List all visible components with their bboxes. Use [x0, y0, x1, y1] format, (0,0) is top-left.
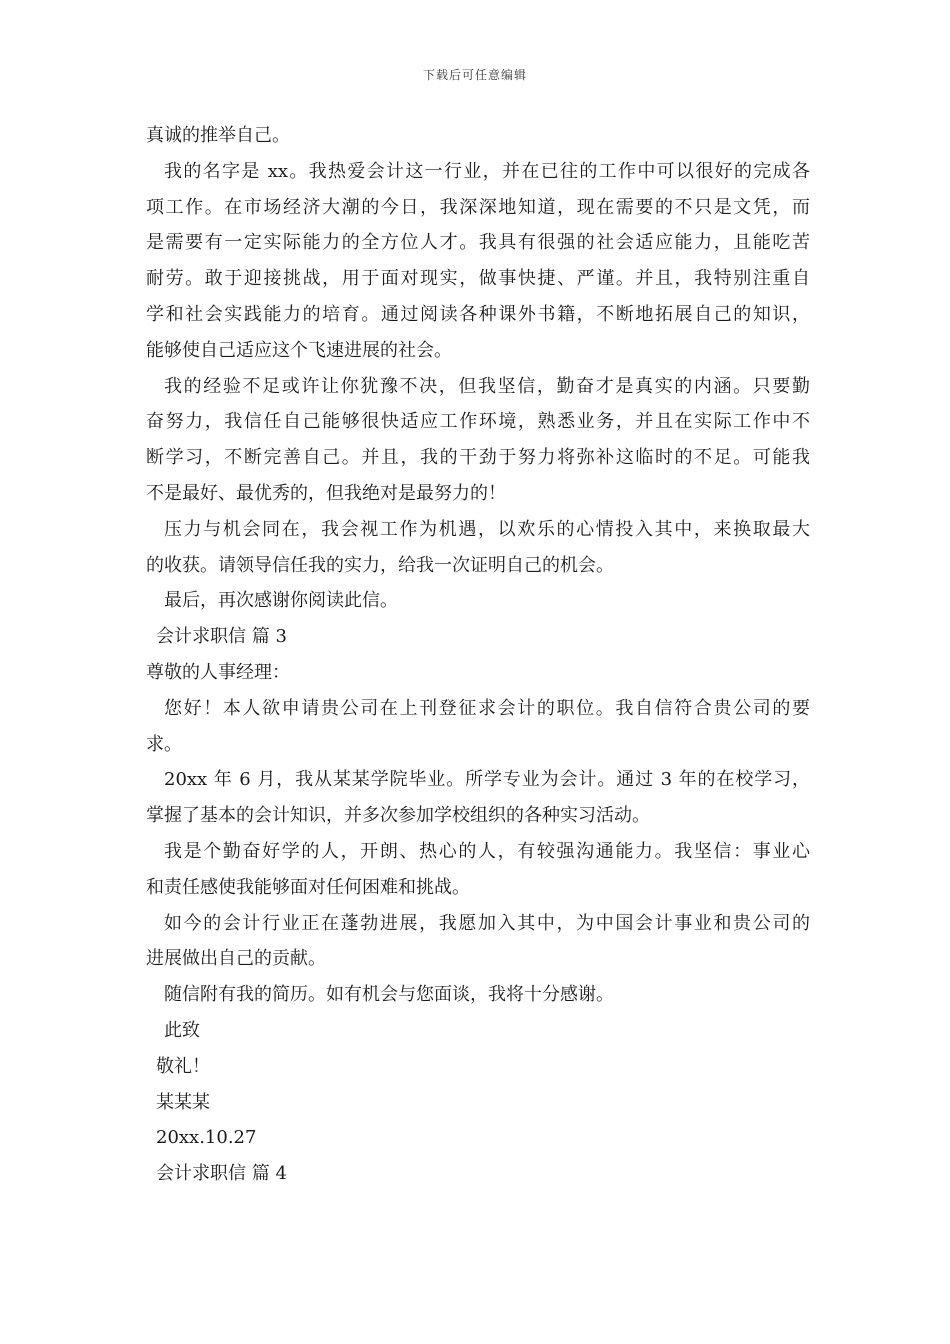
text-line: 是需要有一定实际能力的全方位人才。我具有很强的社会适应能力，且能吃苦: [146, 232, 810, 254]
text-line: 进展做出自己的贡献。: [146, 948, 326, 970]
text-line: 敬礼！: [156, 1055, 210, 1077]
text-line: 项工作。在市场经济大潮的今日，我深深地知道，现在需要的不只是文凭，而: [146, 196, 810, 218]
text-line: 奋努力，我信任自己能够很快适应工作环境，熟悉业务，并且在实际工作中不: [146, 411, 810, 433]
text-line: 随信附有我的简历。如有机会与您面谈，我将十分感谢。: [164, 984, 614, 1006]
text-line: 会计求职信 篇 3: [156, 626, 287, 648]
text-line: 20xx.10.27: [156, 1127, 257, 1149]
text-line: 的收获。请领导信任我的实力，给我一次证明自己的机会。: [146, 554, 614, 576]
text-line: 您好！本人欲申请贵公司在上刊登征求会计的职位。我自信符合贵公司的要: [164, 697, 810, 719]
text-line: 不是最好、最优秀的，但我绝对是最努力的！: [146, 482, 506, 504]
text-line: 尊敬的人事经理：: [146, 661, 290, 683]
text-line: 掌握了基本的会计知识，并多次参加学校组织的各种实习活动。: [146, 805, 650, 827]
text-line: 求。: [146, 733, 182, 755]
text-line: 我的名字是 xx。我热爱会计这一行业，并在已往的工作中可以很好的完成各: [164, 160, 810, 182]
text-line: 我是个勤奋好学的人，开朗、热心的人，有较强沟通能力。我坚信：事业心: [164, 840, 810, 862]
text-line: 会计求职信 篇 4: [156, 1163, 287, 1185]
text-line: 断学习，不断完善自己。并且，我的干劲于努力将弥补这临时的不足。可能我: [146, 447, 810, 469]
text-line: 学和社会实践能力的培育。通过阅读各种课外书籍，不断地拓展自己的知识，: [146, 303, 810, 325]
page-header: 下载后可任意编辑: [422, 68, 527, 82]
text-line: 真诚的推举自己。: [146, 125, 290, 146]
text-line: 耐劳。敢于迎接挑战，用于面对现实，做事快捷、严谨。并且，我特别注重自: [146, 268, 810, 290]
text-line: 能够使自己适应这个飞速进展的社会。: [146, 339, 452, 361]
document-body: [146, 118, 810, 1192]
text-line: 某某某: [156, 1091, 210, 1113]
text-line: 最后，再次感谢你阅读此信。: [164, 590, 398, 612]
text-line: 我的经验不足或许让你犹豫不决，但我坚信，勤奋才是真实的内涵。只要勤: [164, 375, 810, 397]
text-line: 压力与机会同在，我会视工作为机遇，以欢乐的心情投入其中，来换取最大: [164, 518, 810, 540]
text-line: 如今的会计行业正在蓬勃进展，我愿加入其中，为中国会计事业和贵公司的: [164, 912, 810, 934]
text-line: 20xx 年 6 月，我从某某学院毕业。所学专业为会计。通过 3 年的在校学习，: [164, 769, 810, 791]
text-line: 此致: [164, 1019, 200, 1041]
text-line: 和责任感使我能够面对任何困难和挑战。: [146, 876, 470, 898]
